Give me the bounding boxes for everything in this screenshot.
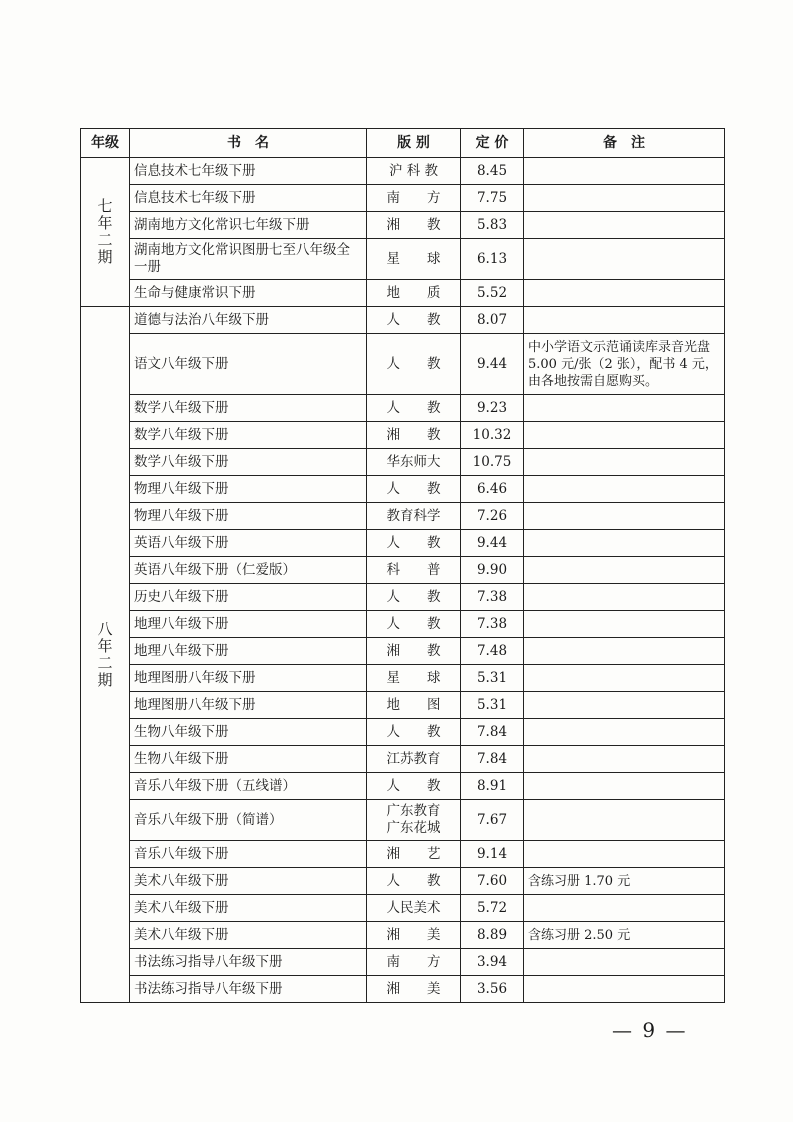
price-cell: 9.44	[461, 530, 524, 557]
publisher-cell: 人 教	[367, 476, 461, 503]
grade-cell	[81, 307, 130, 1003]
table-row	[81, 746, 725, 773]
publisher-cell: 地 图	[367, 692, 461, 719]
publisher-cell: 人 教	[367, 611, 461, 638]
table-row	[81, 665, 725, 692]
price-cell: 7.75	[461, 185, 524, 212]
price-cell: 8.45	[461, 158, 524, 185]
grade-char: 七	[97, 197, 113, 215]
table-row	[81, 449, 725, 476]
book-name-cell: 湖南地方文化常识七年级下册	[130, 212, 367, 239]
note-cell	[524, 158, 725, 185]
table-row	[81, 611, 725, 638]
book-name-cell: 物理八年级下册	[130, 503, 367, 530]
table-row	[81, 584, 725, 611]
book-name-cell: 道德与法治八年级下册	[130, 307, 367, 334]
publisher-cell: 南 方	[367, 185, 461, 212]
header-row	[81, 129, 725, 158]
publisher-cell: 江苏教育	[367, 746, 461, 773]
table-row	[81, 185, 725, 212]
book-name-cell: 美术八年级下册	[130, 922, 367, 949]
price-cell: 5.31	[461, 692, 524, 719]
note-cell	[524, 307, 725, 334]
note-cell	[524, 692, 725, 719]
price-cell: 7.38	[461, 611, 524, 638]
book-name-cell: 美术八年级下册	[130, 868, 367, 895]
publisher-cell: 教育科学	[367, 503, 461, 530]
price-cell: 5.83	[461, 212, 524, 239]
table-row	[81, 158, 725, 185]
publisher-cell: 湘 美	[367, 976, 461, 1003]
publisher-cell: 华东师大	[367, 449, 461, 476]
book-name-cell: 书法练习指导八年级下册	[130, 976, 367, 1003]
price-cell: 9.44	[461, 334, 524, 395]
grade-char: 年	[97, 214, 113, 232]
price-cell: 8.91	[461, 773, 524, 800]
price-cell: 10.32	[461, 422, 524, 449]
price-cell: 7.84	[461, 719, 524, 746]
table-row	[81, 841, 725, 868]
book-name-cell: 美术八年级下册	[130, 895, 367, 922]
publisher-cell: 星 球	[367, 665, 461, 692]
table-row	[81, 773, 725, 800]
table-row	[81, 280, 725, 307]
table-row	[81, 692, 725, 719]
table-row	[81, 557, 725, 584]
book-name-cell: 书法练习指导八年级下册	[130, 949, 367, 976]
table-row	[81, 503, 725, 530]
price-cell: 7.48	[461, 638, 524, 665]
price-cell: 7.67	[461, 800, 524, 841]
book-name-cell: 信息技术七年级下册	[130, 185, 367, 212]
publisher-cell: 地 质	[367, 280, 461, 307]
price-cell: 3.94	[461, 949, 524, 976]
publisher-cell: 人 教	[367, 773, 461, 800]
book-name-cell: 英语八年级下册（仁爱版）	[130, 557, 367, 584]
note-cell: 含练习册 2.50 元	[524, 922, 725, 949]
price-cell: 9.90	[461, 557, 524, 584]
note-cell	[524, 584, 725, 611]
book-name-cell: 地理八年级下册	[130, 638, 367, 665]
note-cell	[524, 638, 725, 665]
textbook-price-table	[80, 128, 725, 1003]
publisher-cell: 人 教	[367, 868, 461, 895]
note-cell	[524, 449, 725, 476]
header-grade: 年级	[81, 129, 130, 158]
publisher-cell: 湘 教	[367, 212, 461, 239]
table-row	[81, 212, 725, 239]
header-note: 备 注	[524, 129, 725, 158]
table-row	[81, 476, 725, 503]
publisher-cell: 人民美术	[367, 895, 461, 922]
note-cell	[524, 665, 725, 692]
price-cell: 6.46	[461, 476, 524, 503]
table-row	[81, 868, 725, 895]
grade-cell	[81, 158, 130, 307]
publisher-cell: 科 普	[367, 557, 461, 584]
price-cell: 8.07	[461, 307, 524, 334]
table-row	[81, 949, 725, 976]
grade-label	[85, 198, 125, 266]
price-cell: 3.56	[461, 976, 524, 1003]
note-cell	[524, 611, 725, 638]
note-cell	[524, 185, 725, 212]
publisher-cell: 人 教	[367, 307, 461, 334]
book-name-cell: 语文八年级下册	[130, 334, 367, 395]
header-publisher: 版 别	[367, 129, 461, 158]
table-row	[81, 422, 725, 449]
note-cell	[524, 800, 725, 841]
publisher-cell: 人 教	[367, 719, 461, 746]
table-row	[81, 922, 725, 949]
book-name-cell: 地理八年级下册	[130, 611, 367, 638]
book-name-cell: 物理八年级下册	[130, 476, 367, 503]
book-name-cell: 数学八年级下册	[130, 449, 367, 476]
grade-char: 年	[97, 636, 113, 655]
table-row	[81, 395, 725, 422]
note-cell	[524, 212, 725, 239]
table-row	[81, 895, 725, 922]
price-cell: 9.14	[461, 841, 524, 868]
book-name-cell: 数学八年级下册	[130, 395, 367, 422]
grade-char: 期	[97, 670, 113, 689]
table-row	[81, 719, 725, 746]
book-name-cell: 音乐八年级下册（五线谱）	[130, 773, 367, 800]
table-row	[81, 239, 725, 280]
publisher-cell: 人 教	[367, 334, 461, 395]
price-cell: 9.23	[461, 395, 524, 422]
note-cell	[524, 557, 725, 584]
table-row	[81, 307, 725, 334]
publisher-cell: 人 教	[367, 530, 461, 557]
price-cell: 10.75	[461, 449, 524, 476]
header-price: 定 价	[461, 129, 524, 158]
note-cell: 中小学语文示范诵读库录音光盘 5.00 元/张（2 张），配书 4 元，由各地按需自愿购买。	[524, 334, 725, 395]
note-cell	[524, 976, 725, 1003]
book-name-cell: 地理图册八年级下册	[130, 665, 367, 692]
grade-char: 二	[97, 653, 113, 672]
note-cell	[524, 503, 725, 530]
note-cell	[524, 949, 725, 976]
publisher-cell: 星 球	[367, 239, 461, 280]
price-cell: 6.13	[461, 239, 524, 280]
book-name-cell: 湖南地方文化常识图册七至八年级全一册	[130, 239, 367, 280]
publisher-cell: 人 教	[367, 395, 461, 422]
table-row	[81, 638, 725, 665]
grade-label	[85, 621, 125, 689]
note-cell	[524, 773, 725, 800]
book-name-cell: 数学八年级下册	[130, 422, 367, 449]
table-body	[81, 158, 725, 1003]
publisher-cell: 南 方	[367, 949, 461, 976]
price-cell: 7.60	[461, 868, 524, 895]
publisher-cell: 湘 教	[367, 422, 461, 449]
book-name-cell: 音乐八年级下册（简谱）	[130, 800, 367, 841]
price-cell: 8.89	[461, 922, 524, 949]
note-cell	[524, 841, 725, 868]
note-cell	[524, 476, 725, 503]
price-cell: 7.26	[461, 503, 524, 530]
book-name-cell: 地理图册八年级下册	[130, 692, 367, 719]
book-name-cell: 生命与健康常识下册	[130, 280, 367, 307]
publisher-cell: 湘 美	[367, 922, 461, 949]
book-name-cell: 音乐八年级下册	[130, 841, 367, 868]
price-cell: 7.38	[461, 584, 524, 611]
publisher-cell: 湘 艺	[367, 841, 461, 868]
publisher-cell: 湘 教	[367, 638, 461, 665]
price-cell: 5.52	[461, 280, 524, 307]
note-cell	[524, 746, 725, 773]
price-cell: 7.84	[461, 746, 524, 773]
grade-char: 八	[97, 619, 113, 638]
book-name-cell: 生物八年级下册	[130, 746, 367, 773]
book-name-cell: 英语八年级下册	[130, 530, 367, 557]
note-cell	[524, 395, 725, 422]
note-cell	[524, 895, 725, 922]
page-number: — 9 —	[612, 1018, 688, 1042]
table-row	[81, 976, 725, 1003]
book-name-cell: 生物八年级下册	[130, 719, 367, 746]
book-name-cell: 信息技术七年级下册	[130, 158, 367, 185]
grade-char: 期	[97, 248, 113, 266]
table-row	[81, 334, 725, 395]
table-row	[81, 530, 725, 557]
table-row	[81, 800, 725, 841]
publisher-cell: 沪 科 教	[367, 158, 461, 185]
price-cell: 5.31	[461, 665, 524, 692]
note-cell	[524, 239, 725, 280]
note-cell: 含练习册 1.70 元	[524, 868, 725, 895]
note-cell	[524, 719, 725, 746]
note-cell	[524, 530, 725, 557]
price-cell: 5.72	[461, 895, 524, 922]
book-name-cell: 历史八年级下册	[130, 584, 367, 611]
publisher-cell: 人 教	[367, 584, 461, 611]
note-cell	[524, 280, 725, 307]
note-cell	[524, 422, 725, 449]
header-book-name: 书 名	[130, 129, 367, 158]
grade-char: 二	[97, 231, 113, 249]
publisher-cell: 广东教育 广东花城	[367, 800, 461, 841]
